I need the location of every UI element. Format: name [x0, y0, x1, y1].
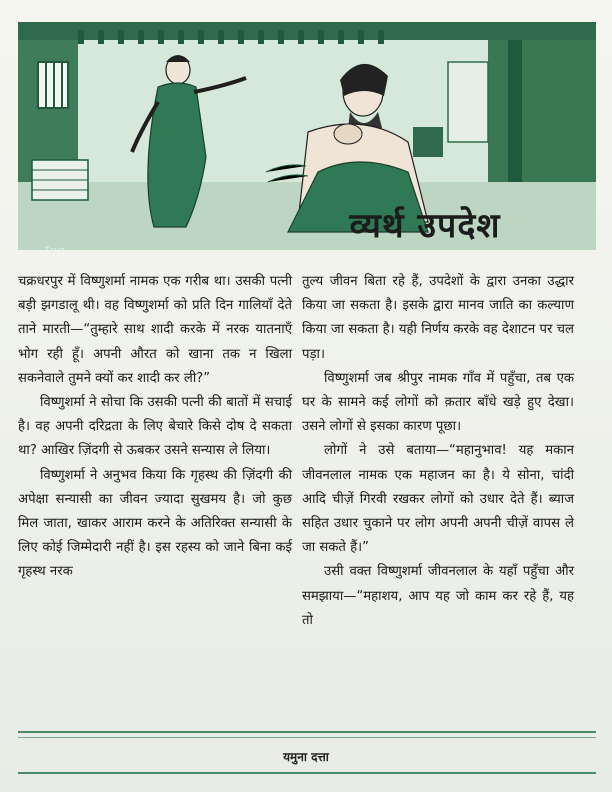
paragraph-7 — [302, 560, 574, 633]
paragraph-5 — [302, 367, 574, 440]
paragraph-3-text: विष्णुशर्मा ने अनुभव किया कि गृहस्थ की ज़िंदगी की अपेक्षा सन्यासी का जीवन ज्यादा सुखमय है। जो कुछ मिल जाता, खाकर आराम करने के अतिरिक्त सन्यासी के लिए कोई जिम्मेदारी नहीं है। इस रहस्य को जाने बिना कई गृहस्थ नरक — [18, 467, 292, 580]
paragraph-4 — [302, 270, 574, 367]
author-byline: यमुना दत्ता — [283, 750, 329, 764]
paragraph-2-text: विष्णुशर्मा ने सोचा कि उसकी पत्नी की बातों में सचाई है। वह अपनी दरिद्रता के लिए बेचारे किसे दोष दे सकता था? आखिर ज़िंदगी से ऊबकर उसने सन्यास ले लिया। — [18, 395, 292, 459]
left-text-column — [18, 270, 292, 585]
paragraph-6 — [302, 439, 574, 560]
illustrator-signature: Tayo — [44, 246, 65, 256]
paragraph-4-text: तुल्य जीवन बिता रहे हैं, उपदेशों के द्वारा उनका उद्धार किया जा सकता है। इसके द्वारा मानव जाति का कल्याण किया जा सकता है। यही निर्णय करके वह देशाटन पर चल पड़ा। — [302, 274, 574, 362]
paragraph-3 — [18, 464, 292, 585]
paragraph-1 — [18, 270, 292, 391]
footer-divider — [18, 731, 596, 733]
right-text-column — [302, 270, 574, 633]
story-title: व्यर्थ उपदेश — [349, 206, 501, 246]
footer-divider-thin — [18, 737, 596, 738]
paragraph-5-text: विष्णुशर्मा जब श्रीपुर नामक गाँव में पहुँचा, तब एक घर के सामने कई लोगों को क़तार बाँधे खड़े हुए देखा। उसने लोगों से इसका कारण पूछा। — [302, 370, 574, 435]
paragraph-2 — [18, 391, 292, 464]
paragraph-1-text: चक्रधरपुर में विष्णुशर्मा नामक एक गरीब था। उसकी पत्नी बड़ी झगडालू थी। वह विष्णुशर्मा को प्रति दिन गालियाँ देते ताने मारती—“तुम्हारे साथ शादी करके में नरक यातनाएँ भोग रही हूँ। अपनी औरत को खाना तक न खिला सकनेवाले तुमने क्यों कर शादी कर ली?” — [18, 274, 292, 386]
paragraph-7-text: उसी वक्त विष्णुशर्मा जीवनलाल के यहाँ पहुँचा और समझाया—“महाशय, आप यह जो काम कर रहे हैं, यह तो — [302, 564, 574, 628]
paragraph-6-text: लोगों ने उसे बताया—“महानुभाव! यह मकान जीवनलाल नामक एक महाजन का है। ये सोना, चांदी आदि चीज़ें गिरवी रखकर लोगों को उधार देते हैं। ब्याज सहित उधार चुकाने पर लोग अपनी अपनी चीज़ें वापस ले जा सकते हैं।” — [302, 443, 574, 556]
bottom-divider — [18, 772, 596, 774]
